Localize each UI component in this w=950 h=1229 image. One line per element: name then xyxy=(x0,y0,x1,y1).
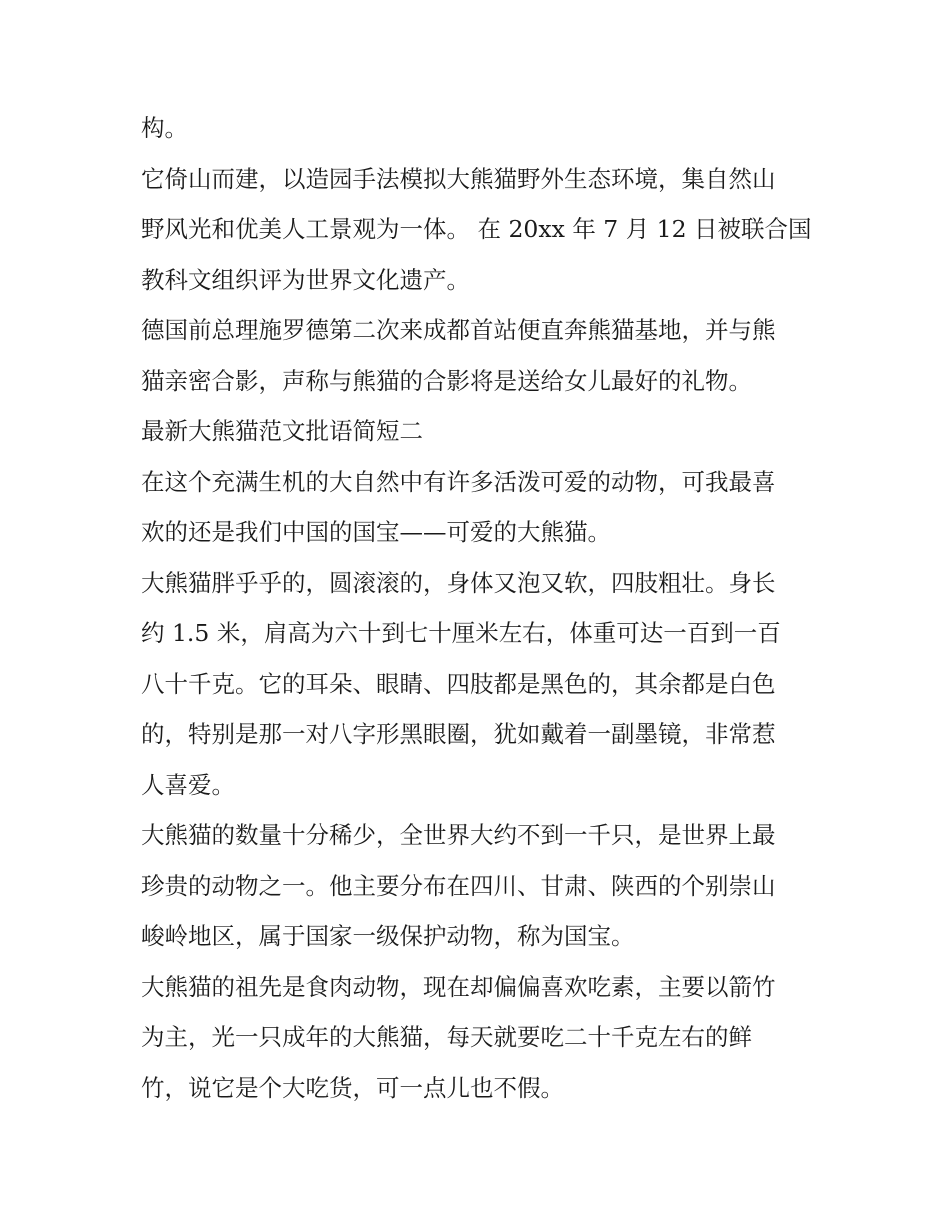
text-line: 峻岭地区，属于国家一级保护动物，称为国宝。 xyxy=(141,922,635,950)
text-line: 大熊猫胖乎乎的，圆滚滚的，身体又泡又软，四肢粗壮。身长 xyxy=(141,568,776,597)
text-line: 约 1.5 米，肩高为六十到七十厘米左右，体重可达一百到一百 xyxy=(141,619,781,647)
text-line: 人喜爱。 xyxy=(141,770,235,799)
text-line: 德国前总理施罗德第二次来成都首站便直奔熊猫基地，并与熊 xyxy=(141,316,776,344)
text-line: 竹，说它是个大吃货，可一点儿也不假。 xyxy=(141,1073,564,1102)
section-heading: 最新大熊猫范文批语简短二 xyxy=(141,417,423,445)
text-line: 大熊猫的数量十分稀少，全世界大约不到一千只，是世界上最 xyxy=(141,821,776,849)
text-line: 猫亲密合影，声称与熊猫的合影将是送给女儿最好的礼物。 xyxy=(141,366,752,395)
text-line: 野风光和优美人工景观为一体。 在 20xx 年 7 月 12 日被联合国 xyxy=(141,215,812,243)
text-line: 八十千克。它的耳朵、眼睛、四肢都是黑色的，其余都是白色 xyxy=(141,669,776,698)
text-line: 它倚山而建，以造园手法模拟大熊猫野外生态环境，集自然山 xyxy=(141,164,776,193)
text-line: 教科文组织评为世界文化遗产。 xyxy=(141,265,470,294)
text-line: 大熊猫的祖先是食肉动物，现在却偏偏喜欢吃素，主要以箭竹 xyxy=(141,972,776,1001)
text-line: 为主，光一只成年的大熊猫，每天就要吃二十千克左右的鲜 xyxy=(141,1023,752,1051)
text-line: 珍贵的动物之一。他主要分布在四川、甘肃、陕西的个别崇山 xyxy=(141,871,776,900)
text-line: 构。 xyxy=(141,114,188,142)
document-body xyxy=(141,103,821,1113)
text-line: 的，特别是那一对八字形黑眼圈，犹如戴着一副墨镜，非常惹 xyxy=(141,720,776,748)
text-line: 在这个充满生机的大自然中有许多活泼可爱的动物，可我最喜 xyxy=(141,467,776,496)
text-line: 欢的还是我们中国的国宝——可爱的大熊猫。 xyxy=(141,518,611,546)
